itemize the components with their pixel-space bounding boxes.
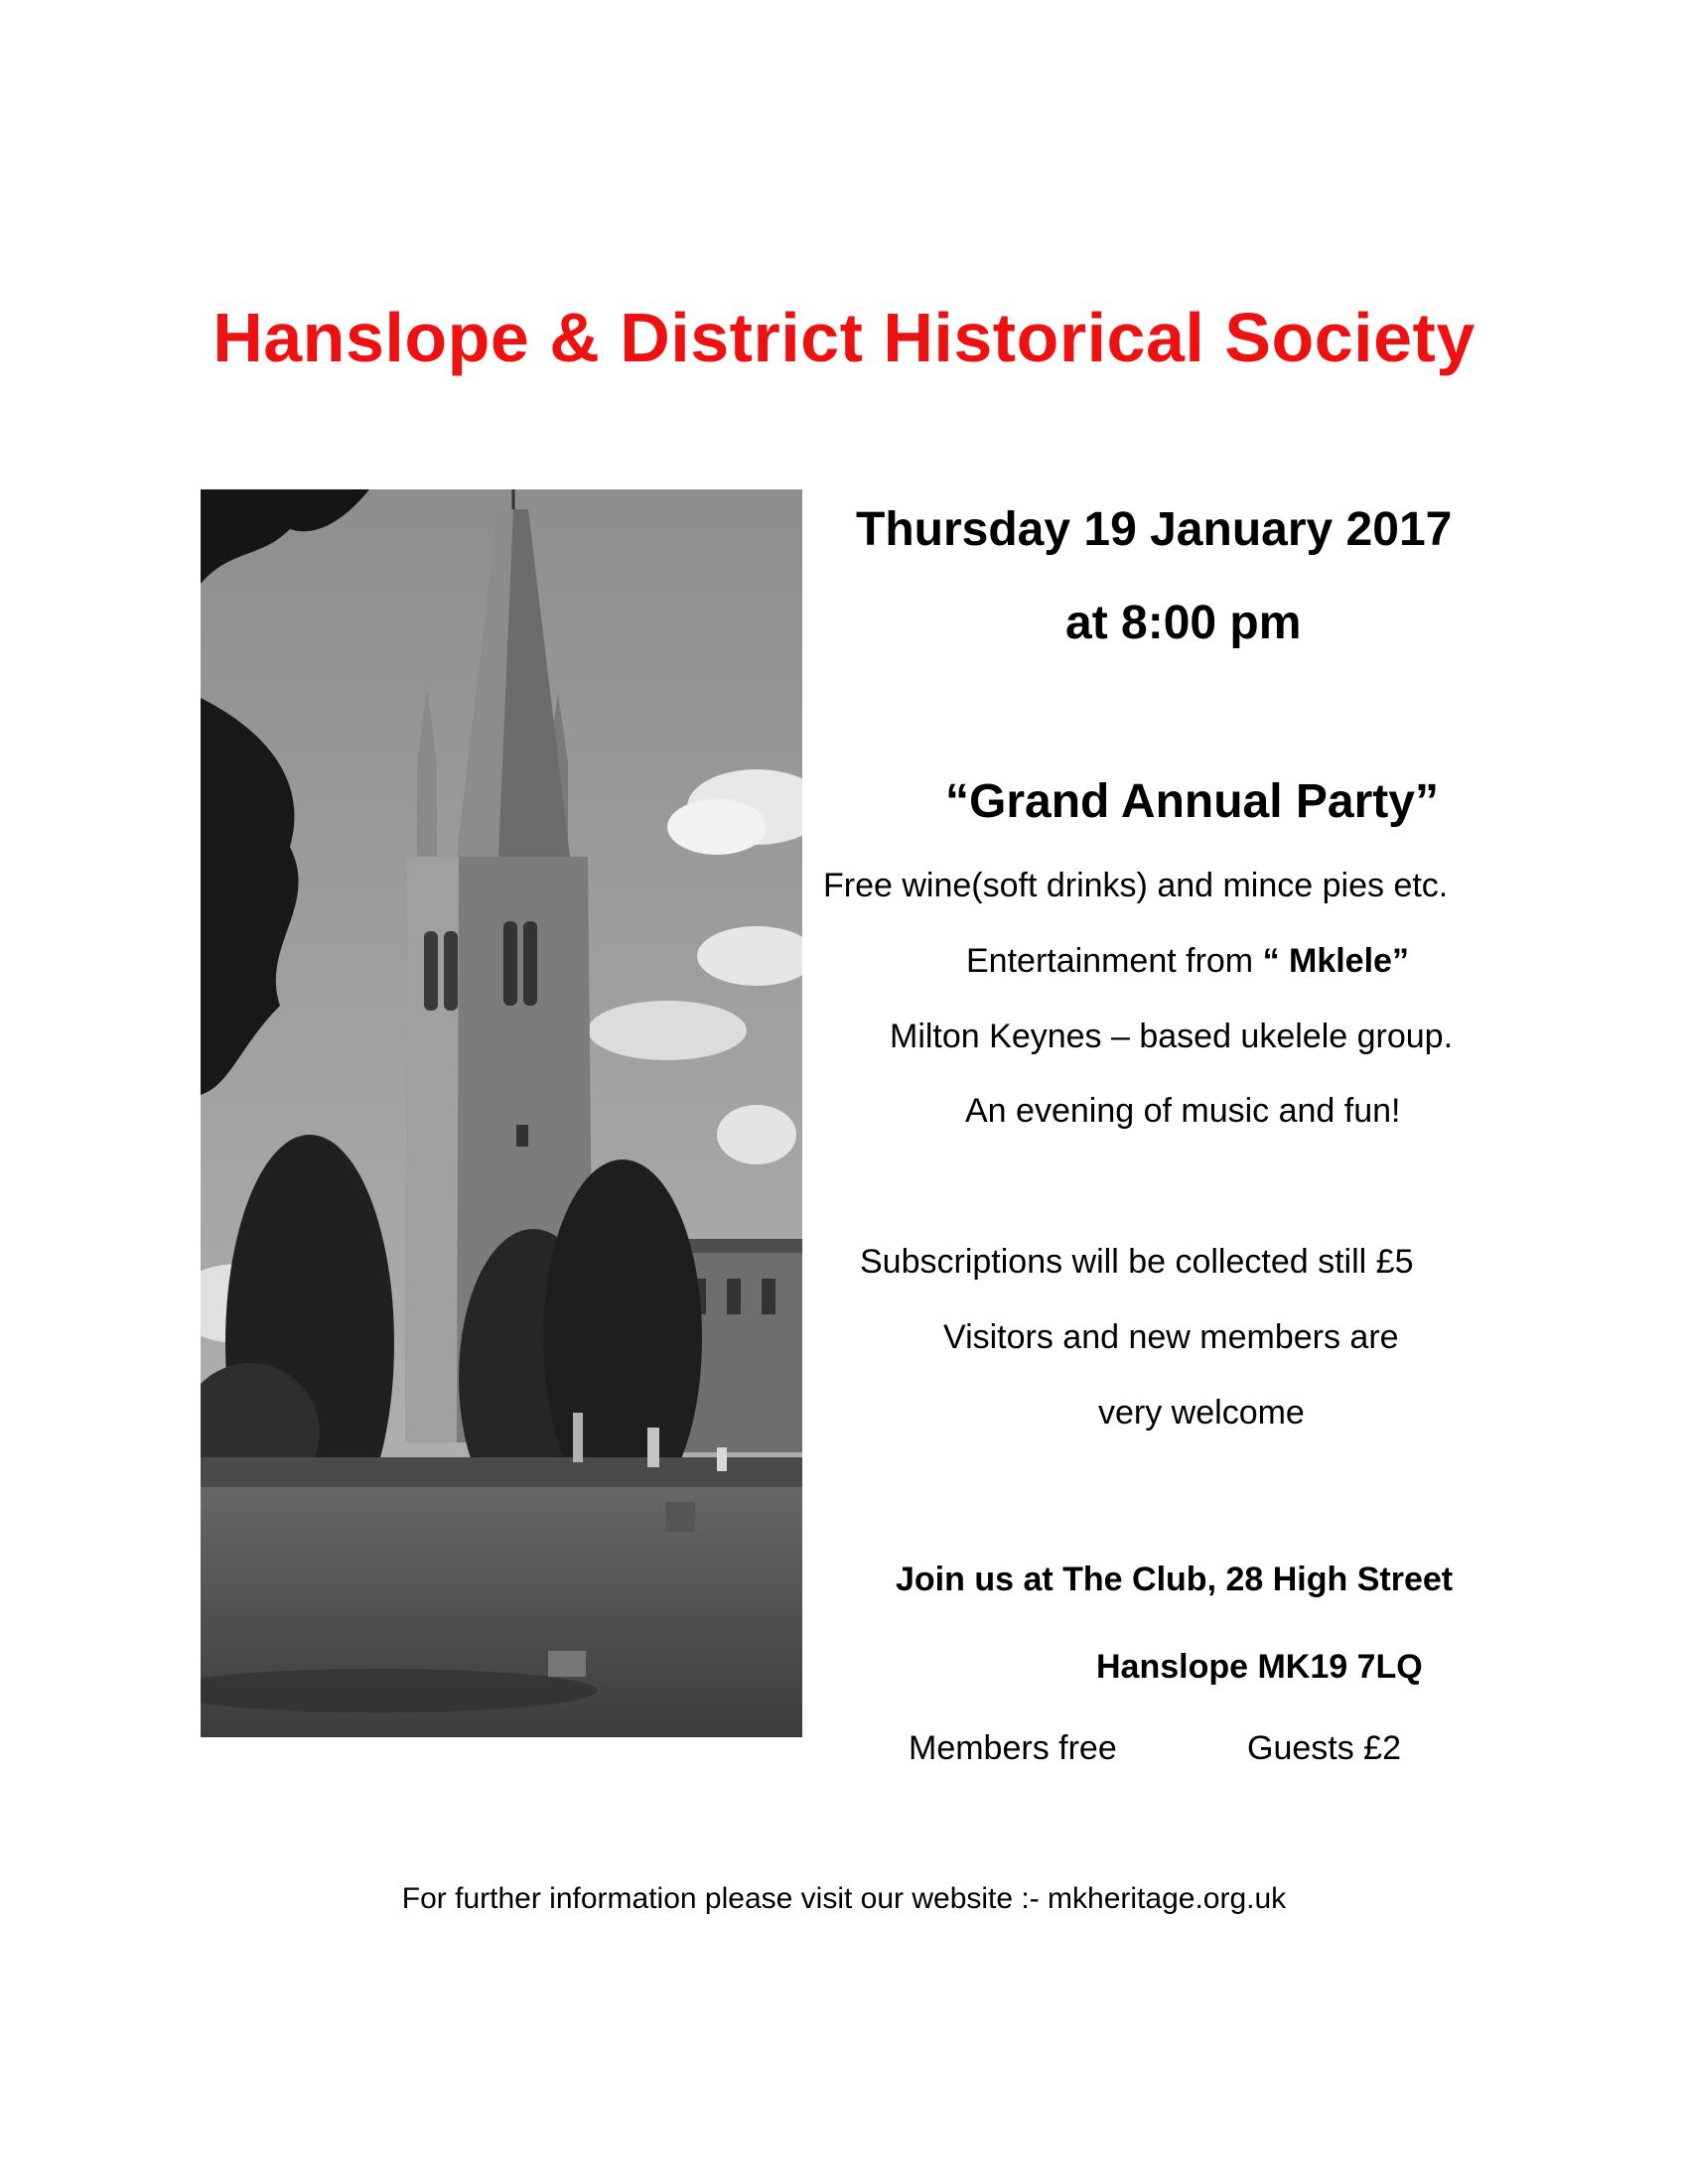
church-spire-photo-icon <box>201 489 802 1737</box>
tagline: An evening of music and fun! <box>965 1092 1401 1130</box>
event-time: at 8:00 pm <box>1065 597 1302 649</box>
entertainment-prefix: Entertainment from <box>966 942 1263 980</box>
venue-line-2: Hanslope MK19 7LQ <box>1096 1648 1423 1686</box>
guests-price: Guests £2 <box>1247 1729 1401 1767</box>
event-date: Thursday 19 January 2017 <box>856 503 1453 556</box>
refreshments-line: Free wine(soft drinks) and mince pies etc. <box>823 867 1449 904</box>
visitors-line-2: very welcome <box>1098 1394 1305 1432</box>
subscriptions-line: Subscriptions will be collected still £5 <box>860 1243 1414 1281</box>
visitors-line-1: Visitors and new members are <box>943 1318 1399 1356</box>
act-description: Milton Keynes – based ukelele group. <box>890 1018 1454 1055</box>
church-spire-photo <box>201 489 802 1737</box>
footer-info: For further information please visit our website :- mkheritage.org.uk <box>401 1882 1287 1915</box>
entertainment-act: “ Mklele” <box>1262 942 1409 980</box>
venue-line-1: Join us at The Club, 28 High Street <box>896 1561 1454 1598</box>
page-title: Hanslope & District Historical Society <box>212 299 1476 376</box>
entertainment-line <box>966 942 1409 981</box>
event-name: “Grand Annual Party” <box>945 775 1439 828</box>
members-price: Members free <box>909 1729 1117 1767</box>
